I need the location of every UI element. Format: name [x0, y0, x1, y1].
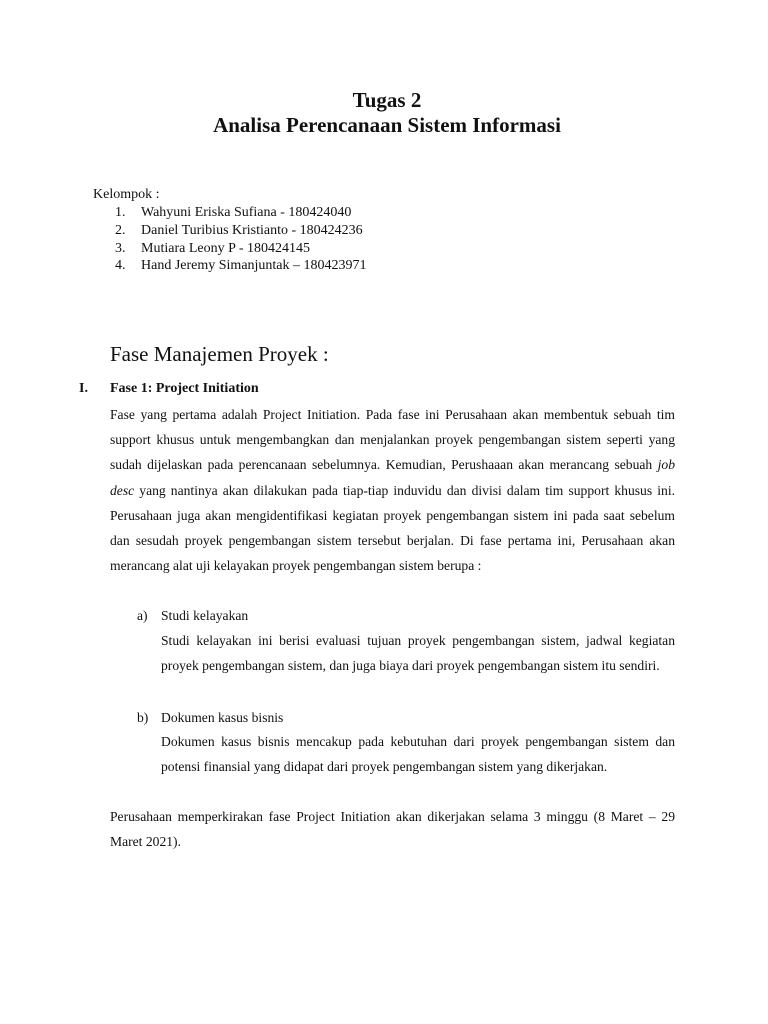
member-name: Mutiara Leony P - 180424145 — [141, 240, 311, 256]
phase-number: I. — [79, 381, 88, 396]
member-number: 1. — [115, 205, 126, 220]
document-title — [0, 88, 768, 138]
phase-closing-paragraph: Perusahaan memperkirakan fase Project Initiation akan dikerjakan selama 3 minggu (8 Maret – 29 Maret 2021). — [110, 809, 675, 850]
list-item-label: Studi kelayakan — [161, 608, 249, 623]
member-name: Wahyuni Eriska Sufiana - 180424040 — [141, 205, 352, 220]
member-number: 2. — [115, 222, 126, 238]
member-item — [115, 257, 367, 275]
phase-intro-paragraph — [110, 402, 675, 578]
member-list — [115, 204, 367, 275]
intro-text-part-2: yang nantinya akan dilakukan pada tiap-tiap induvidu dan divisi dalam tim support khusus ini. Perusahaan juga akan mengidentifikasi kegiatan proyek pengembangan sistem ini pada saat sebelum dan sesudah proyek pengembangan sistem tersebut berjalan. Di fase pertama ini, Perusahaan akan merancang alat uji kelayakan proyek pengembangan sistem berupa : — [110, 482, 675, 574]
list-item-marker: b) — [137, 710, 149, 725]
list-item-description: Studi kelayakan ini berisi evaluasi tujuan proyek pengembangan sistem, jadwal kegiatan proyek pengembangan sistem, dan juga biaya dari proyek pengembangan sistem itu sendiri. — [161, 633, 675, 674]
list-item-label: Dokumen kasus bisnis — [161, 710, 284, 725]
member-item — [115, 240, 367, 258]
member-number: 4. — [115, 258, 126, 274]
list-item-marker: a) — [137, 608, 148, 623]
group-label: Kelompok : — [93, 187, 160, 202]
member-number: 3. — [115, 240, 126, 256]
member-name: Hand Jeremy Simanjuntak – 180423971 — [141, 258, 367, 274]
intro-emphasis: job desc — [110, 457, 675, 498]
list-item-description: Dokumen kasus bisnis mencakup pada kebutuhan dari proyek pengembangan sistem dan potensi finansial yang didapat dari proyek pengembangan sistem yang dikerjakan. — [161, 734, 675, 775]
member-item — [115, 222, 367, 240]
intro-text-part-1: Fase yang pertama adalah Project Initiation. Pada fase ini Perusahaan akan membentuk sebuah tim support khusus untuk mengembangkan dan menjalankan proyek pengembangan sistem seperti yang sudah dijelaskan pada perencanaan sebelumnya. Kemudian, Perushaaan akan merancang sebuah — [110, 407, 675, 473]
phase-title: Fase 1: Project Initiation — [110, 381, 259, 396]
member-item — [115, 204, 367, 222]
title-line-1: Tugas 2 — [352, 88, 422, 112]
member-name: Daniel Turibius Kristianto - 180424236 — [141, 222, 363, 238]
section-heading: Fase Manajemen Proyek : — [110, 342, 329, 366]
title-line-2: Analisa Perencanaan Sistem Informasi — [213, 113, 561, 137]
